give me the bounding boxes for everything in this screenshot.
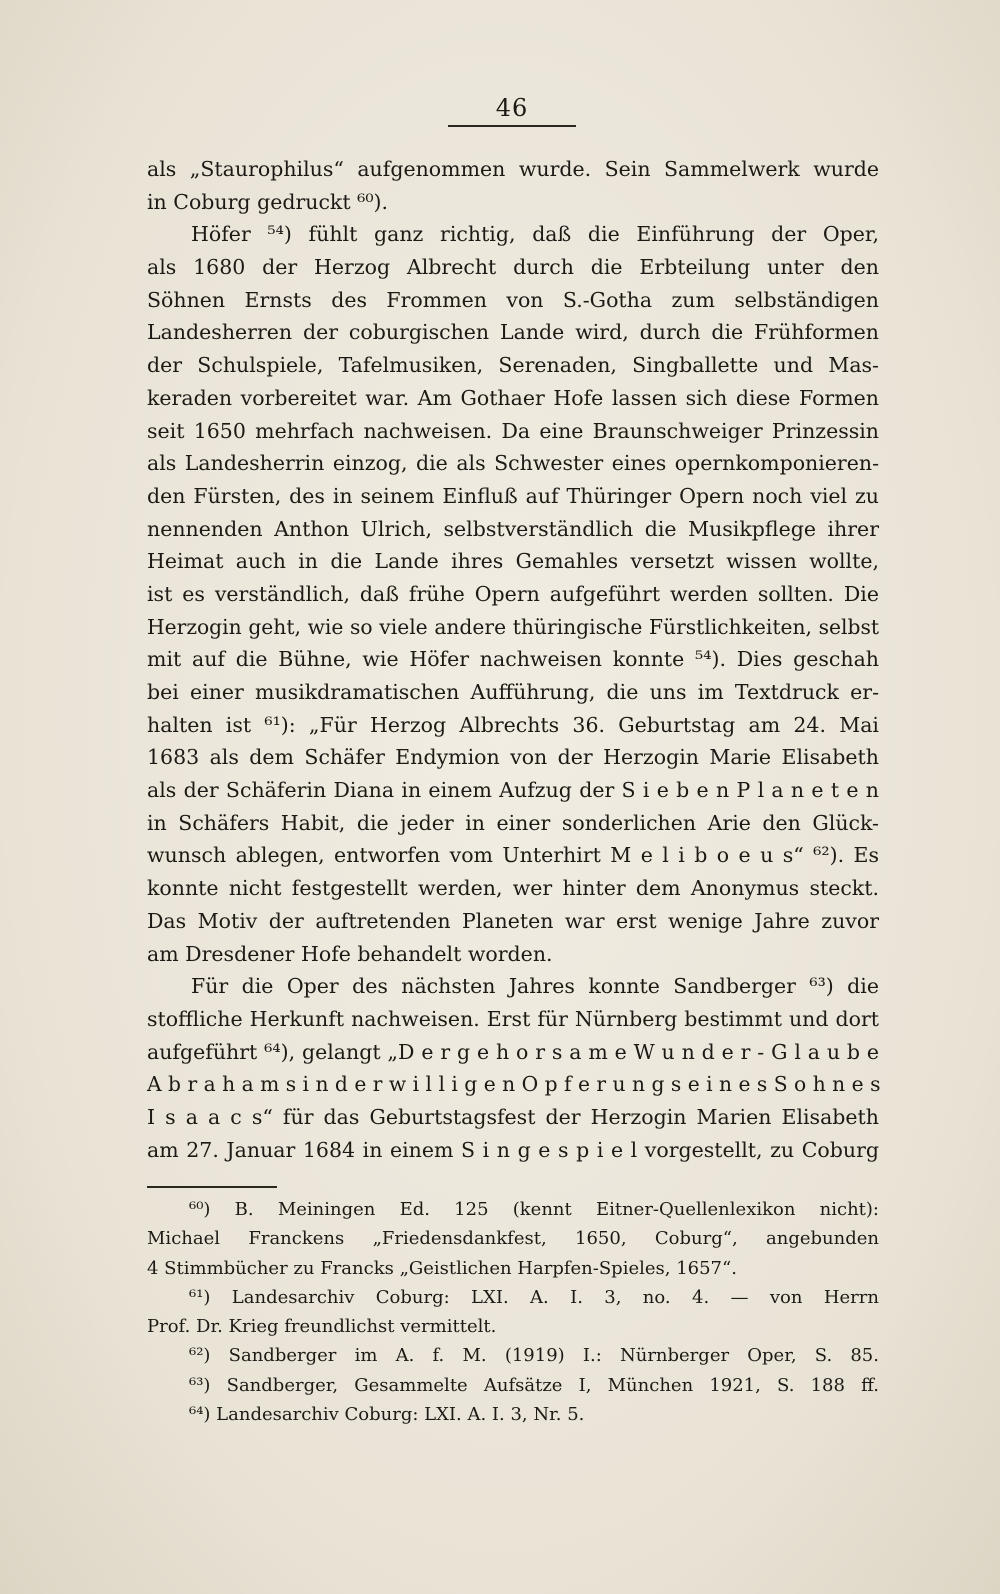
text-line: in Coburg gedruckt ⁶⁰). (147, 189, 389, 214)
text-line: 1683 als dem Schäfer Endymion von der Herzogin Marie Elisabeth (147, 745, 879, 770)
text-line: in Schäfers Habit, die jeder in einer sonderlichen Arie den Glück- (147, 810, 879, 835)
text-line: stoffliche Herkunft nachweisen. Erst für Nürnberg bestimmt und dort (147, 1006, 879, 1031)
text-line: I s a a c s“ für das Geburtstagsfest der Herzogin Marien Elisabeth (147, 1104, 879, 1129)
text-line: konnte nicht festgestellt werden, wer hinter dem Anonymus steckt. (147, 876, 879, 901)
header-rule (448, 125, 576, 127)
text-line: keraden vorbereitet war. Am Gothaer Hofe lassen sich diese Formen (147, 385, 879, 410)
footnote-line: ⁶²) Sandberger im A. f. M. (1919) I.: Nürnberger Oper, S. 85. (189, 1345, 879, 1367)
text-line: Landesherren der coburgischen Lande wird, durch die Frühformen (147, 320, 879, 345)
text-line: am Dresdener Hofe behandelt worden. (147, 941, 553, 966)
footnote-line: ⁶³) Sandberger, Gesammelte Aufsätze I, München 1921, S. 188 ff. (189, 1374, 879, 1396)
footnote-line: ⁶¹) Landesarchiv Coburg: LXI. A. I. 3, no. 4. — von Herrn (189, 1286, 879, 1308)
text-line: seit 1650 mehrfach nachweisen. Da eine Braunschweiger Prinzessin (147, 418, 879, 443)
footnote-line: 4 Stimmbücher zu Francks „Geistlichen Harpfen-Spieles, 1657“. (147, 1257, 737, 1279)
text-line: Das Motiv der auftretenden Planeten war erst wenige Jahre zuvor (147, 908, 879, 933)
text-line: Herzogin geht, wie so viele andere thüringische Fürstlichkeiten, selbst (147, 614, 879, 639)
footnote-line: Michael Franckens „Friedensdankfest, 1650, Coburg“, angebunden (147, 1228, 879, 1250)
text-line: aufgeführt ⁶⁴), gelangt „D e r g e h o r s a m e W u n d e r - G l a u b e (147, 1039, 879, 1064)
text-line: A b r a h a m s i n d e r w i l l i g e n O p f e r u n g s e i n e s S o h n e s (147, 1072, 881, 1097)
main-text (147, 153, 879, 1166)
text-line: als Landesherrin einzog, die als Schwester eines opernkomponieren- (147, 451, 879, 476)
footnotes (147, 1195, 879, 1429)
text-line: der Schulspiele, Tafelmusiken, Serenaden, Singballette und Mas- (147, 353, 879, 378)
footnote-line: ⁶⁰) B. Meiningen Ed. 125 (kennt Eitner-Quellenlexikon nicht): (189, 1199, 879, 1220)
footnote-rule (147, 1186, 277, 1188)
text-line: mit auf die Bühne, wie Höfer nachweisen konnte ⁵⁴). Dies geschah (147, 647, 879, 672)
footnote-line: Prof. Dr. Krieg freundlichst vermittelt. (147, 1316, 497, 1338)
page-number: 46 (495, 94, 529, 122)
text-line: Heimat auch in die Lande ihres Gemahles versetzt wissen wollte, (147, 549, 879, 574)
text-line: Söhnen Ernsts des Frommen von S.-Gotha zum selbständigen (147, 287, 879, 312)
text-line: nennenden Anthon Ulrich, selbstverständlich die Musikpflege ihrer (147, 516, 879, 541)
text-line: wunsch ablegen, entworfen vom Unterhirt M e l i b o e u s“ ⁶²). Es (147, 843, 879, 868)
text-line: Für die Oper des nächsten Jahres konnte Sandberger ⁶³) die (191, 974, 879, 999)
text-line: als der Schäferin Diana in einem Aufzug der S i e b e n P l a n e t e n (147, 778, 879, 803)
footnote-line: ⁶⁴) Landesarchiv Coburg: LXI. A. I. 3, Nr. 5. (189, 1404, 585, 1426)
text-line: halten ist ⁶¹): „Für Herzog Albrechts 36. Geburtstag am 24. Mai (147, 712, 879, 737)
text-line: als „Staurophilus“ aufgenommen wurde. Sein Sammelwerk wurde (147, 157, 879, 181)
text-line: bei einer musikdramatischen Aufführung, die uns im Textdruck er- (147, 680, 879, 704)
text-line: als 1680 der Herzog Albrecht durch die Erbteilung unter den (147, 255, 879, 280)
text-line: Höfer ⁵⁴) fühlt ganz richtig, daß die Einführung der Oper, (191, 222, 879, 247)
text-line: am 27. Januar 1684 in einem S i n g e s p i e l vorgestellt, zu Coburg (147, 1137, 879, 1162)
text-line: den Fürsten, des in seinem Einfluß auf Thüringer Opern noch viel zu (147, 483, 879, 508)
text-line: ist es verständlich, daß frühe Opern aufgeführt werden sollten. Die (147, 581, 879, 606)
